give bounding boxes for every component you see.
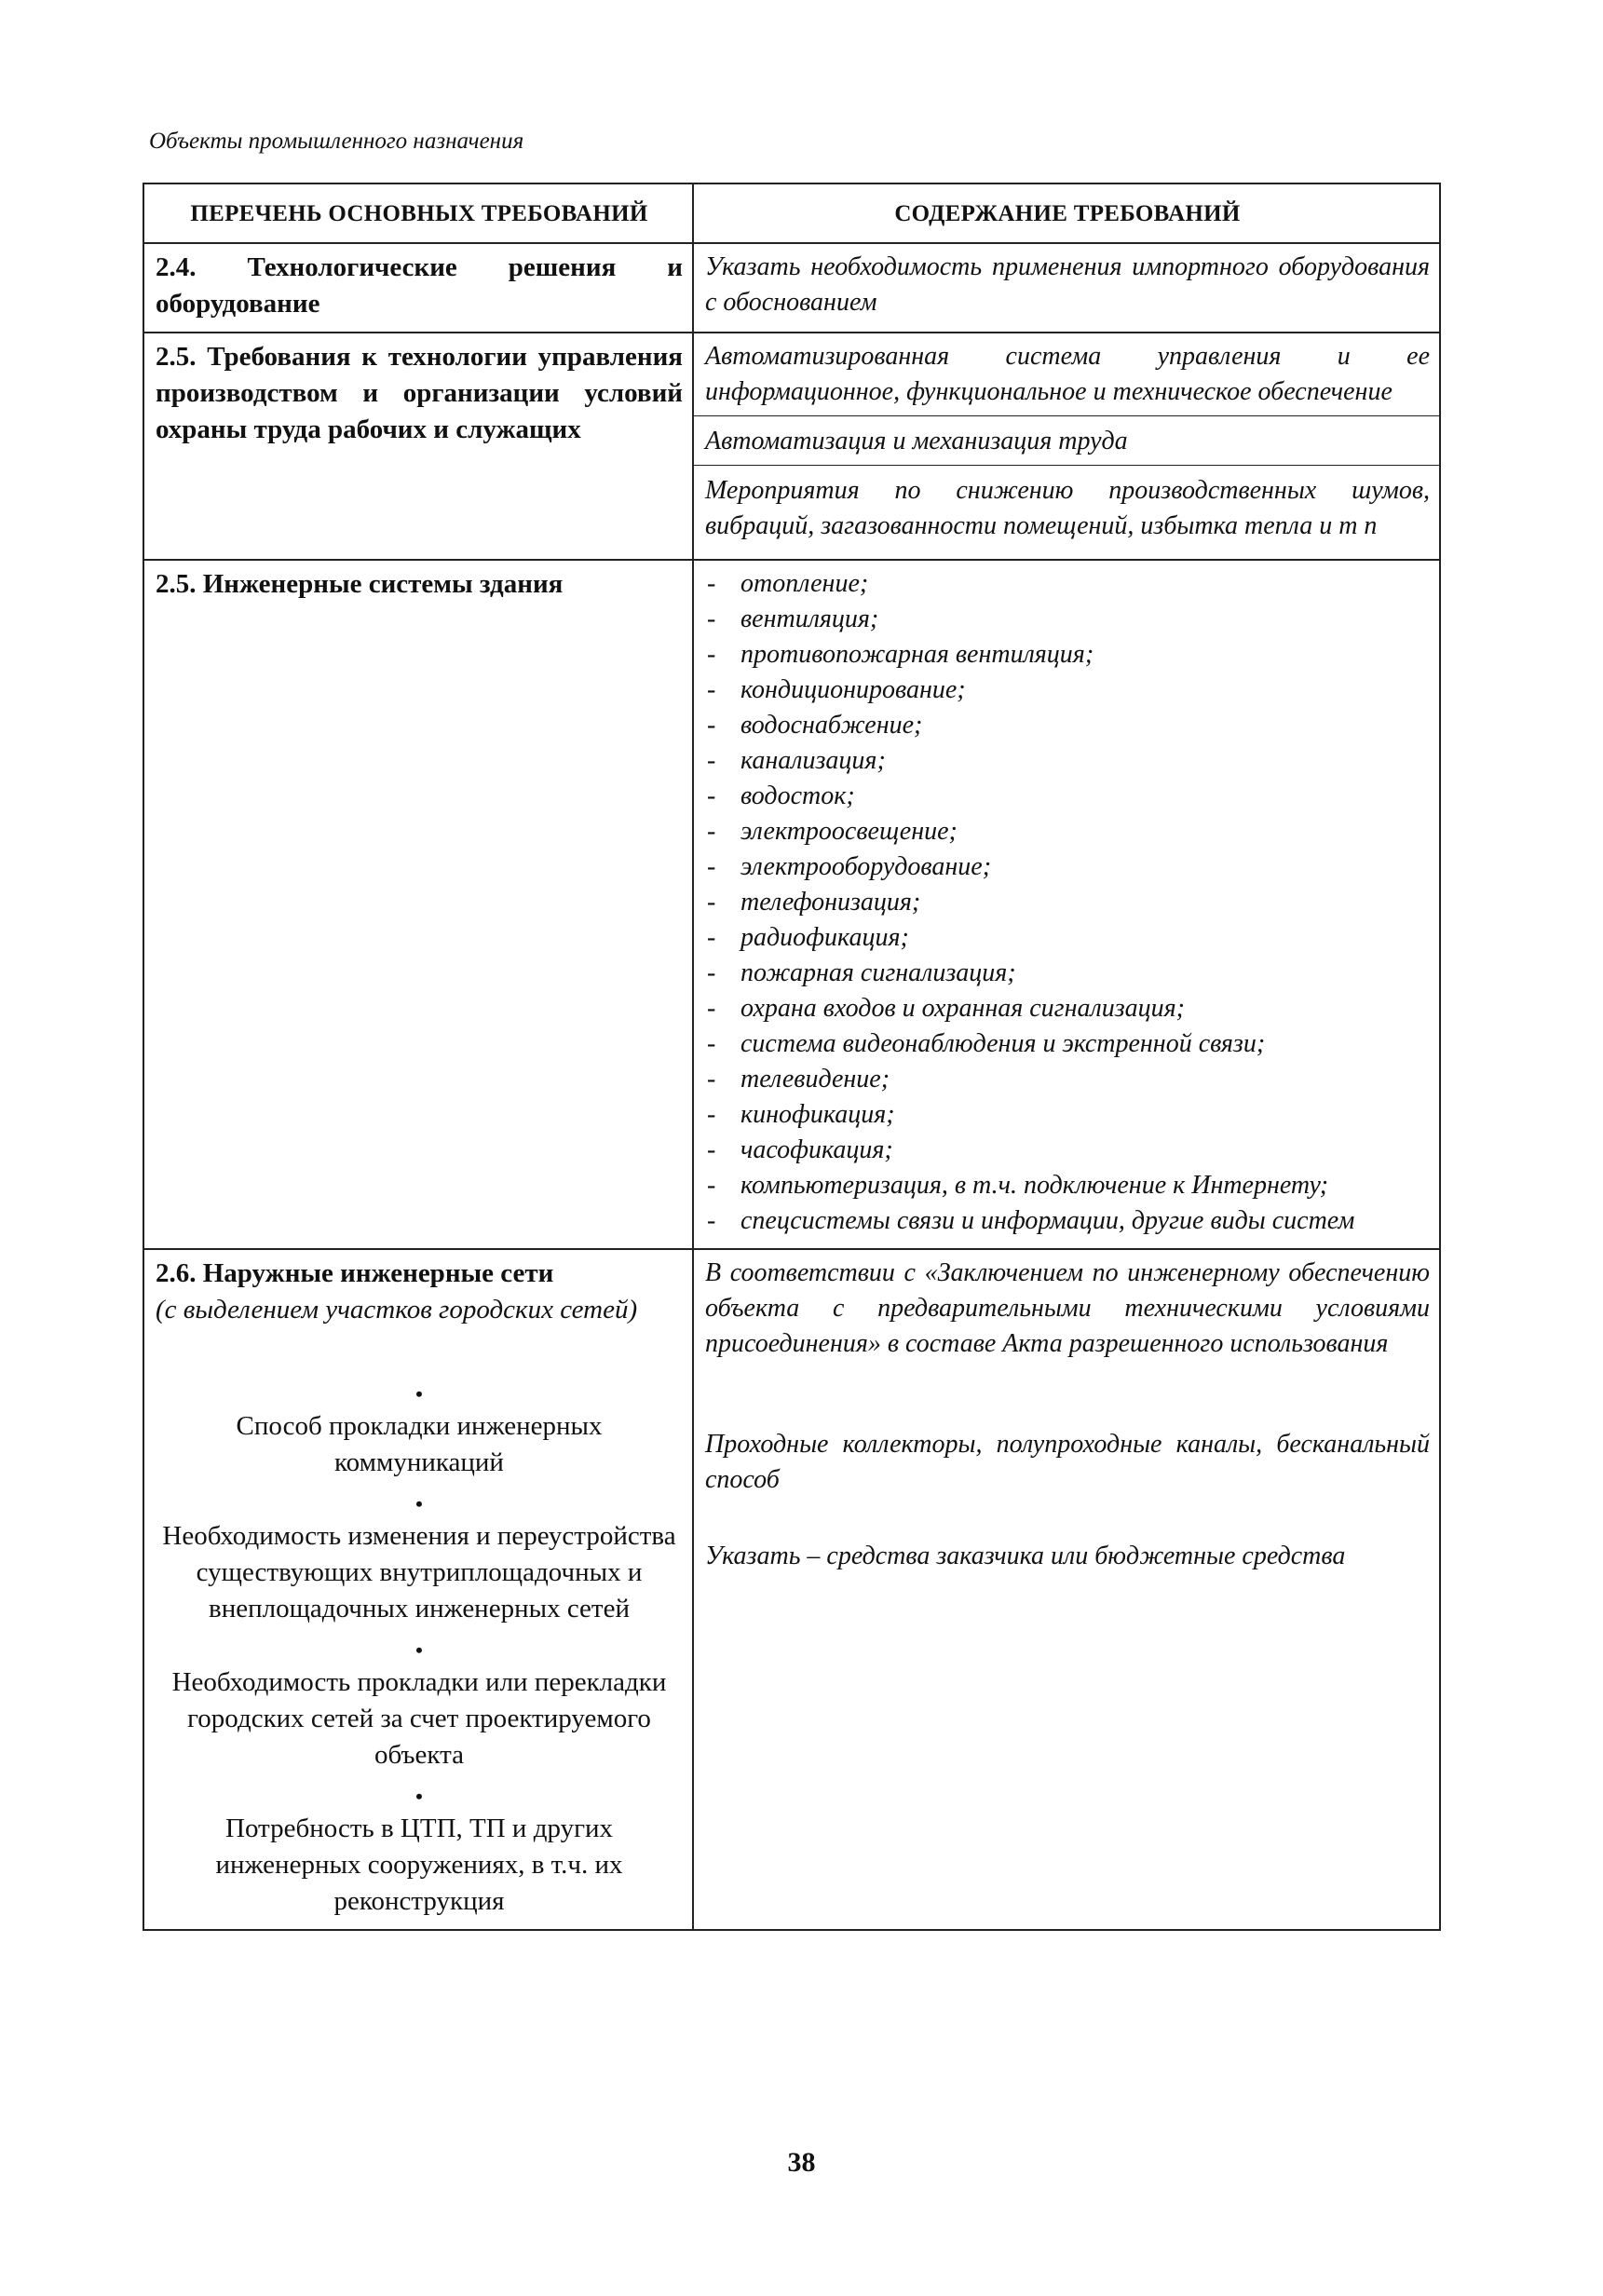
list-item <box>705 991 1430 1026</box>
list-item <box>705 814 1430 849</box>
list-item <box>705 1203 1430 1239</box>
list-item-text: электрооборудование; <box>740 852 992 881</box>
dash-marker: - <box>707 1100 716 1129</box>
content-paragraph: Автоматизация и механизация труда <box>694 415 1439 459</box>
dash-marker: - <box>707 958 716 987</box>
list-item-text: радиофикация; <box>740 923 909 952</box>
row-2-5a-title: 2.5. Требования к технологии управления производством и организации условий охраны труда рабочих и служащих <box>143 333 693 560</box>
dash-marker: - <box>707 1171 716 1200</box>
engineering-systems-list <box>705 566 1430 1239</box>
row-2-6-item: Необходимость изменения и переустройства существующих внутриплощадочных и внеплощадочных инженерных сетей <box>162 1521 676 1624</box>
list-item-text: телевидение; <box>740 1065 890 1094</box>
row-2-6-left <box>143 1249 693 1930</box>
content-paragraph: Автоматизированная система управления и ее информационное, функциональное и техническое обеспечение <box>705 342 1430 406</box>
list-item-text: отопление; <box>740 569 869 598</box>
bullet-icon: • <box>415 1492 423 1515</box>
list-item-text: противопожарная вентиляция; <box>740 640 1094 669</box>
list-item-text: электроосвещение; <box>740 817 958 846</box>
dash-marker: - <box>707 675 716 704</box>
list-item-text: компьютеризация, в т.ч. подключение к Интернету; <box>740 1171 1329 1200</box>
row-2-4-content: Указать необходимость применения импортного оборудования с обоснованием <box>693 243 1440 333</box>
table-row <box>143 1249 1440 1930</box>
list-item <box>705 743 1430 779</box>
list-item-text: вентиляция; <box>740 605 879 633</box>
dash-marker: - <box>707 1135 716 1164</box>
table-row <box>143 243 1440 333</box>
row-2-6-item: Необходимость прокладки или перекладки городских сетей за счет проектируемого объекта <box>171 1667 667 1770</box>
list-item <box>705 1133 1430 1168</box>
list-item <box>705 779 1430 814</box>
content-paragraph: В соответствии с «Заключением по инженерному обеспечению объекта с предварительными техническими условиями присоединения» в составе Акта разрешенного использования <box>705 1258 1430 1358</box>
dash-marker: - <box>707 1206 716 1235</box>
list-item-text: спецсистемы связи и информации, другие виды систем <box>740 1206 1355 1235</box>
list-item <box>705 566 1430 602</box>
header-requirements-content: СОДЕРЖАНИЕ ТРЕБОВАНИЙ <box>693 183 1440 243</box>
dash-marker: - <box>707 605 716 633</box>
list-item-text: водоснабжение; <box>740 711 923 740</box>
list-item <box>705 637 1430 672</box>
list-item <box>705 1097 1430 1133</box>
list-item <box>705 956 1430 991</box>
content-paragraph: Проходные коллекторы, полупроходные каналы, бесканальный способ <box>705 1430 1430 1494</box>
list-item-text: канализация; <box>740 746 886 775</box>
list-item <box>705 708 1430 743</box>
dash-marker: - <box>707 923 716 952</box>
content-paragraph: Мероприятия по снижению производственных шумов, вибраций, загазованности помещений, избытка тепла и т п <box>694 465 1439 544</box>
table-row <box>143 333 1440 560</box>
list-item <box>705 1168 1430 1203</box>
list-item-text: кондиционирование; <box>740 675 966 704</box>
dash-marker: - <box>707 817 716 846</box>
row-2-6-subtitle: (с выделением участков городских сетей) <box>156 1295 638 1325</box>
dash-marker: - <box>707 640 716 669</box>
bullet-icon: • <box>415 1382 423 1406</box>
header-requirements-list: ПЕРЕЧЕНЬ ОСНОВНЫХ ТРЕБОВАНИЙ <box>143 183 693 243</box>
bullet-icon: • <box>415 1785 423 1808</box>
list-item <box>705 885 1430 920</box>
list-item-text: кинофикация; <box>740 1100 895 1129</box>
dash-marker: - <box>707 1065 716 1094</box>
row-2-5b-content <box>693 560 1440 1249</box>
list-item-text: пожарная сигнализация; <box>740 958 1016 987</box>
table-header-row <box>143 183 1440 243</box>
dash-marker: - <box>707 746 716 775</box>
list-item <box>705 1026 1430 1062</box>
list-item <box>705 849 1430 885</box>
bullet-icon: • <box>415 1638 423 1662</box>
row-2-6-item: Способ прокладки инженерных коммуникаций <box>236 1411 603 1477</box>
dash-marker: - <box>707 994 716 1023</box>
dash-marker: - <box>707 852 716 881</box>
running-head: Объекты промышленного назначения <box>149 129 524 154</box>
page-number: 38 <box>787 2147 816 2178</box>
row-2-6-item: Потребность в ЦТП, ТП и других инженерных сооружениях, в т.ч. их реконструкция <box>215 1814 623 1916</box>
list-item-text: охрана входов и охранная сигнализация; <box>740 994 1185 1023</box>
list-item <box>705 602 1430 637</box>
dash-marker: - <box>707 711 716 740</box>
row-2-6-title: 2.6. Наружные инженерные сети <box>156 1258 554 1288</box>
dash-marker: - <box>707 781 716 810</box>
list-item-text: часофикация; <box>740 1135 893 1164</box>
row-2-5b-title: 2.5. Инженерные системы здания <box>143 560 693 1249</box>
dash-marker: - <box>707 888 716 917</box>
table-row <box>143 560 1440 1249</box>
dash-marker: - <box>707 569 716 598</box>
list-item <box>705 1062 1430 1097</box>
list-item <box>705 920 1430 956</box>
dash-marker: - <box>707 1029 716 1058</box>
content-paragraph: Указать – средства заказчика или бюджетные средства <box>705 1542 1346 1570</box>
row-2-5a-content <box>693 333 1440 560</box>
list-item-text: телефонизация; <box>740 888 921 917</box>
requirements-table <box>143 183 1441 1931</box>
list-item <box>705 672 1430 708</box>
list-item-text: водосток; <box>740 781 855 810</box>
row-2-4-title: 2.4. Технологические решения и оборудование <box>143 243 693 333</box>
list-item-text: система видеонаблюдения и экстренной связи; <box>740 1029 1266 1058</box>
row-2-6-content <box>693 1249 1440 1930</box>
